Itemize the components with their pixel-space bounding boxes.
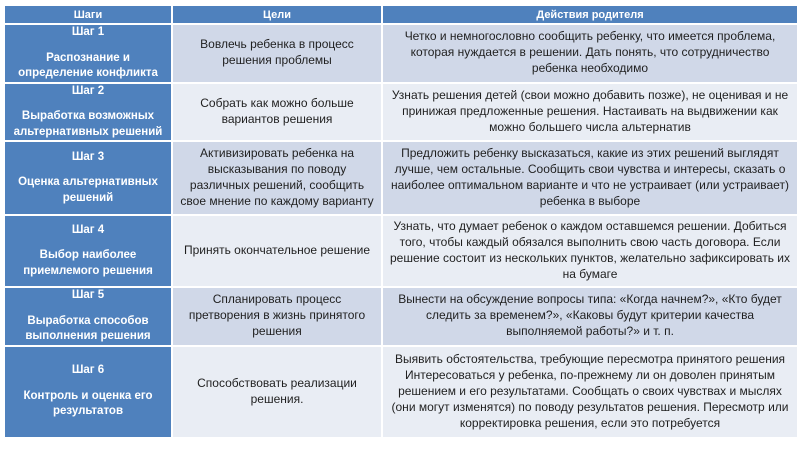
step-title: Контроль и оценка его результатов — [23, 389, 153, 418]
header-steps: Шаги — [4, 5, 172, 24]
actions-cell: Предложить ребенку высказаться, какие из этих решений выглядят лучше, чем остальные. Сообщить свои чувства и интересы, сказать о наиболее оптимальном варианте и что не устраивает (или устраивает) ребенка в выборе — [382, 141, 798, 215]
actions-cell: Узнать решения детей (свои можно добавить позже), не оценивая и не принижая предложенные решения. Настаивать на выдвижении как можно большего числа альтернатив — [382, 83, 798, 142]
step-number: Шаг 3 — [71, 150, 105, 163]
step-cell — [4, 346, 172, 438]
step-title: Выработка способов выполнения решения — [25, 314, 151, 343]
step-cell — [4, 141, 172, 215]
header-goals: Цели — [172, 5, 382, 24]
goal-cell: Принять окончательное решение — [172, 215, 382, 287]
table-row — [4, 287, 798, 346]
table-row — [4, 346, 798, 438]
step-title: Выработка возможных альтернативных решений — [13, 110, 163, 138]
step-number: Шаг 5 — [71, 289, 105, 302]
goal-cell: Спланировать процесс претворения в жизнь принятого решения — [172, 287, 382, 346]
step-number: Шаг 2 — [71, 84, 105, 97]
step-number: Шаг 4 — [71, 223, 105, 236]
goal-cell: Собрать как можно больше вариантов решения — [172, 83, 382, 142]
step-cell — [4, 287, 172, 346]
step-cell — [4, 83, 172, 142]
step-title: Оценка альтернативных решений — [18, 176, 158, 204]
goal-cell: Активизировать ребенка на высказывания по поводу различных решений, сообщить свое мнение по каждому варианту — [172, 141, 382, 215]
step-title: Распознание и определение конфликта — [18, 51, 158, 80]
steps-table — [3, 4, 799, 439]
step-cell — [4, 215, 172, 287]
table-row — [4, 141, 798, 215]
table-row — [4, 83, 798, 142]
step-title: Выбор наиболее приемлемого решения — [23, 249, 153, 277]
actions-cell: Выявить обстоятельства, требующие пересмотра принятого решения Интересоваться у ребенка, по-прежнему ли он доволен принятым решением и его результатами. Сообщать о своих чувствах и мыслях (они могут изменятся) по поводу результатов решения. Пересмотр или корректировка решения, если это потребуется — [382, 346, 798, 438]
header-row — [4, 5, 798, 24]
actions-cell: Вынести на обсуждение вопросы типа: «Когда начнем?», «Кто будет следить за временем?», «Каковы будут критерии качества выполняемой работы?» и т. п. — [382, 287, 798, 346]
actions-cell: Узнать, что думает ребенок о каждом оставшемся решении. Добиться того, чтобы каждый обязался выполнить свою часть договора. Если решение состоит из нескольких пунктов, желательно зафиксировать их на бумаге — [382, 215, 798, 287]
actions-cell: Четко и немногословно сообщить ребенку, что имеется проблема, которая нуждается в решении. Дать понять, что сотрудничество ребенка необходимо — [382, 24, 798, 83]
step-number: Шаг 6 — [71, 364, 105, 377]
step-number: Шаг 1 — [71, 26, 105, 38]
step-cell — [4, 24, 172, 83]
header-parent-actions: Действия родителя — [382, 5, 798, 24]
goal-cell: Вовлечь ребенка в процесс решения проблемы — [172, 24, 382, 83]
table-row — [4, 24, 798, 83]
goal-cell: Способствовать реализации решения. — [172, 346, 382, 438]
table-row — [4, 215, 798, 287]
